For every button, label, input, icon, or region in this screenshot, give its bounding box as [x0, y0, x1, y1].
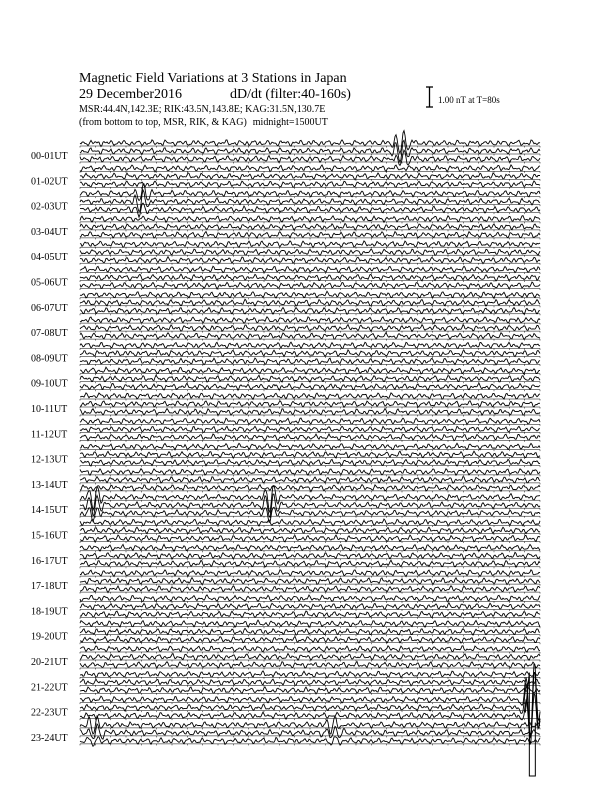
filter-text: dD/dt (filter:40-160s) — [230, 87, 351, 102]
row-label: 19-20UT — [31, 631, 68, 643]
trace-rik — [80, 527, 540, 534]
row-label: 12-13UT — [31, 454, 68, 466]
trace-rik — [80, 426, 540, 432]
trace-msr — [80, 393, 540, 400]
trace-rik — [80, 249, 540, 255]
trace-msr — [80, 469, 540, 476]
row-label: 00-01UT — [31, 151, 68, 162]
trace-msr — [80, 291, 540, 298]
trace-kag — [80, 409, 540, 416]
trace-rik — [80, 654, 540, 661]
row-label: 05-06UT — [31, 277, 68, 289]
trace-rik — [80, 274, 540, 281]
trace-kag — [80, 383, 540, 390]
trace-rik — [80, 477, 540, 484]
trace-msr — [80, 266, 540, 272]
row-label: 01-02UT — [31, 176, 68, 188]
trace-msr — [80, 443, 540, 450]
row-label: 18-19UT — [31, 606, 68, 618]
trace-rik — [80, 578, 540, 585]
trace-msr — [80, 241, 540, 248]
row-label: 09-10UT — [31, 378, 68, 390]
trace-rik — [80, 173, 540, 180]
trace-msr — [80, 646, 540, 653]
date-text: 29 December2016 — [79, 87, 183, 102]
trace-rik — [80, 603, 540, 610]
trace-rik — [80, 350, 540, 357]
trace-kag — [80, 687, 540, 694]
trace-rik — [80, 679, 540, 686]
trace-kag — [80, 459, 540, 466]
trace-rik — [80, 552, 540, 559]
trace-kag — [80, 611, 540, 618]
trace-msr — [80, 671, 540, 678]
trace-msr — [80, 165, 540, 172]
trace-rik — [80, 401, 540, 408]
trace-kag — [80, 636, 540, 643]
row-label: 20-21UT — [31, 657, 68, 668]
row-label: 22-23UT — [31, 707, 68, 719]
row-label: 21-22UT — [31, 682, 68, 694]
trace-msr — [80, 367, 540, 374]
scale-label: 1.00 nT at T=80s — [438, 95, 500, 105]
trace-kag — [80, 282, 540, 289]
trace-msr — [80, 620, 540, 627]
trace-kag — [80, 434, 540, 441]
row-label: 13-14UT — [31, 479, 68, 491]
trace-msr — [80, 544, 540, 551]
order-text: (from bottom to top, MSR, RIK, & KAG) — [79, 117, 247, 128]
trace-kag — [80, 662, 540, 669]
trace-kag — [80, 586, 540, 593]
trace-msr — [80, 216, 540, 223]
trace-rik — [80, 190, 540, 212]
trace-kag — [80, 232, 540, 239]
trace-kag — [80, 257, 540, 264]
row-label: 15-16UT — [31, 530, 68, 542]
row-label: 14-15UT — [31, 505, 68, 517]
station-coordinates: MSR:44.4N,142.3E; RIK:43.5N,143.8E; KAG:31.5N,130.7E — [79, 104, 326, 115]
trace-rik — [80, 375, 540, 382]
trace-kag — [80, 560, 540, 567]
row-label: 11-12UT — [31, 429, 68, 441]
trace-rik — [80, 325, 540, 332]
row-label: 07-08UT — [31, 328, 68, 340]
row-label: 23-24UT — [31, 732, 68, 744]
row-label: 04-05UT — [31, 252, 68, 264]
row-label: 10-11UT — [31, 404, 68, 415]
trace-msr — [80, 317, 540, 324]
trace-msr — [80, 595, 540, 602]
row-label: 17-18UT — [31, 581, 68, 593]
row-label: 06-07UT — [31, 302, 68, 314]
trace-rik — [80, 224, 540, 231]
row-label: 16-17UT — [31, 555, 68, 567]
trace-rik — [80, 299, 540, 306]
trace-kag — [80, 181, 540, 188]
midnight-text: midnight=1500UT — [252, 117, 328, 128]
trace-rik — [80, 628, 540, 635]
trace-kag — [80, 333, 540, 340]
chart-title: Magnetic Field Variations at 3 Stations in Japan — [79, 71, 347, 86]
trace-kag — [80, 535, 540, 542]
trace-msr — [80, 418, 540, 425]
trace-kag — [80, 485, 540, 492]
trace-msr — [80, 342, 540, 348]
trace-msr — [80, 570, 540, 577]
trace-kag — [80, 358, 540, 365]
trace-kag — [80, 308, 540, 315]
row-label: 03-04UT — [31, 226, 68, 238]
row-label: 08-09UT — [31, 353, 68, 365]
trace-msr — [80, 519, 540, 526]
trace-rik — [80, 451, 540, 458]
row-label: 02-03UT — [31, 201, 68, 213]
